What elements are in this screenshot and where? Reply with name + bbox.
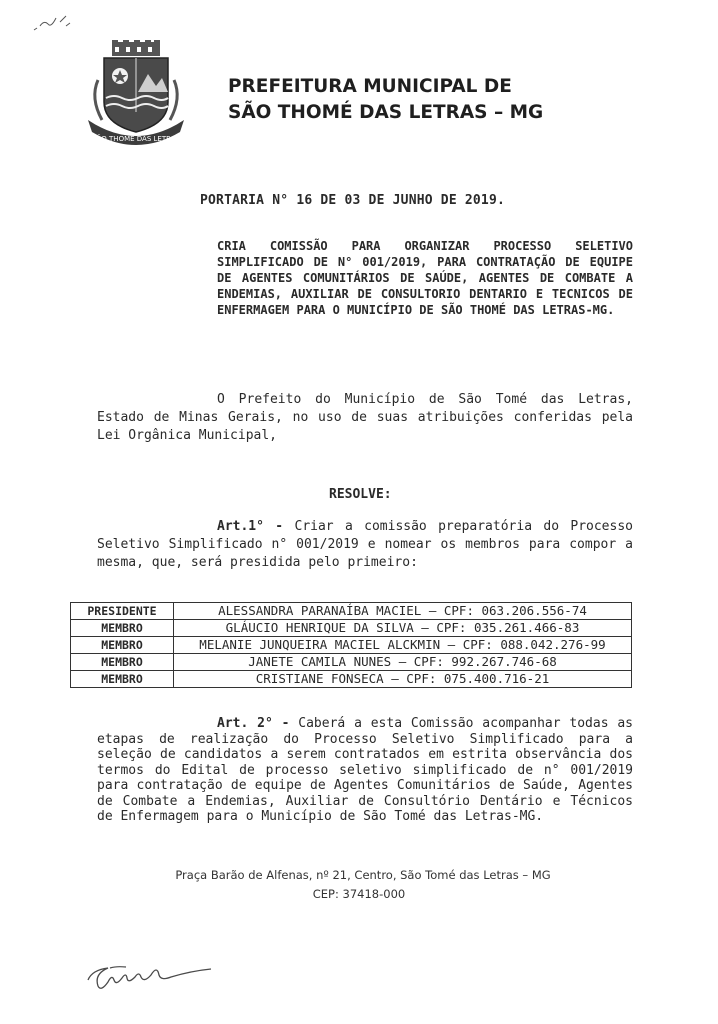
address-line: Praça Barão de Alfenas, nº 21, Centro, São Tomé das Letras – MG: [175, 868, 551, 882]
member-cell: ALESSANDRA PARANAÍBA MACIEL – CPF: 063.206.556-74: [174, 603, 632, 620]
signature-icon: [80, 958, 250, 998]
article-1-label: Art.1° -: [217, 519, 284, 534]
title-line-2: SÃO THOMÉ DAS LETRAS – MG: [228, 102, 544, 123]
intro-paragraph: O Prefeito do Município de São Tomé das Letras, Estado de Minas Gerais, no uso de suas atribuições conferidas pela Lei Orgânica Municipal,: [97, 392, 633, 443]
role-cell: MEMBRO: [71, 637, 174, 654]
title-line-1: PREFEITURA MUNICIPAL DE: [228, 76, 512, 97]
role-cell: MEMBRO: [71, 654, 174, 671]
corner-scribble-icon: [30, 10, 80, 40]
resolve-heading: RESOLVE:: [329, 487, 392, 502]
role-cell: MEMBRO: [71, 620, 174, 637]
role-cell: PRESIDENTE: [71, 603, 174, 620]
table-row: [71, 671, 632, 688]
committee-table: [70, 602, 632, 688]
coat-of-arms-icon: [82, 40, 190, 152]
table-row: [71, 620, 632, 637]
table-row: [71, 603, 632, 620]
member-cell: GLÁUCIO HENRIQUE DA SILVA – CPF: 035.261.466-83: [174, 620, 632, 637]
cep-line: CEP: 37418-000: [312, 887, 406, 901]
portaria-ementa: CRIA COMISSÃO PARA ORGANIZAR PROCESSO SELETIVO SIMPLIFICADO DE N° 001/2019, PARA CONTRATAÇÃO DE EQUIPE DE AGENTES COMUNITÁRIOS DE SAÚDE, AGENTES DE COMBATE A ENDEMIAS, AUXILIAR DE CONSULTORIO DENTARIO E TECNICOS DE ENFERMAGEM PARA O MUNICÍPIO DE SÃO THOMÉ DAS LETRAS-MG.: [217, 239, 633, 317]
portaria-title: PORTARIA N° 16 DE 03 DE JUNHO DE 2019.: [200, 193, 506, 208]
table-row: [71, 654, 632, 671]
role-cell: MEMBRO: [71, 671, 174, 688]
table-row: [71, 637, 632, 654]
article-1: [97, 518, 633, 572]
member-cell: CRISTIANE FONSECA – CPF: 075.400.716-21: [174, 671, 632, 688]
page-title: [228, 74, 544, 126]
article-2-label: Art. 2° -: [217, 716, 290, 731]
article-1-text: Criar a comissão preparatória do Processo Seletivo Simplificado n° 001/2019 e nomear os membros para compor a mesma, que, será presidida pelo primeiro:: [97, 519, 633, 570]
article-2: [97, 716, 633, 825]
member-cell: JANETE CAMILA NUNES – CPF: 992.267.746-68: [174, 654, 632, 671]
article-2-text: Caberá a esta Comissão acompanhar todas as etapas de realização do Processo Seletivo Simplificado para a seleção de candidatos a serem contratados em estrita observância dos termos do Edital de processo seletivo simplificado de n° 001/2019 para contratação de equipe de Agentes Comunitários de Saúde, Agentes de Combate a Endemias, Auxiliar de Consultório Dentário e Técnicos de Enfermagem para o Município de São Tomé das Letras-MG.: [97, 716, 633, 824]
member-cell: MELANIE JUNQUEIRA MACIEL ALCKMIN – CPF: 088.042.276-99: [174, 637, 632, 654]
footer-address: [0, 866, 718, 904]
coat-of-arms-label: SÃO THOMÉ DAS LETRAS: [92, 135, 180, 143]
